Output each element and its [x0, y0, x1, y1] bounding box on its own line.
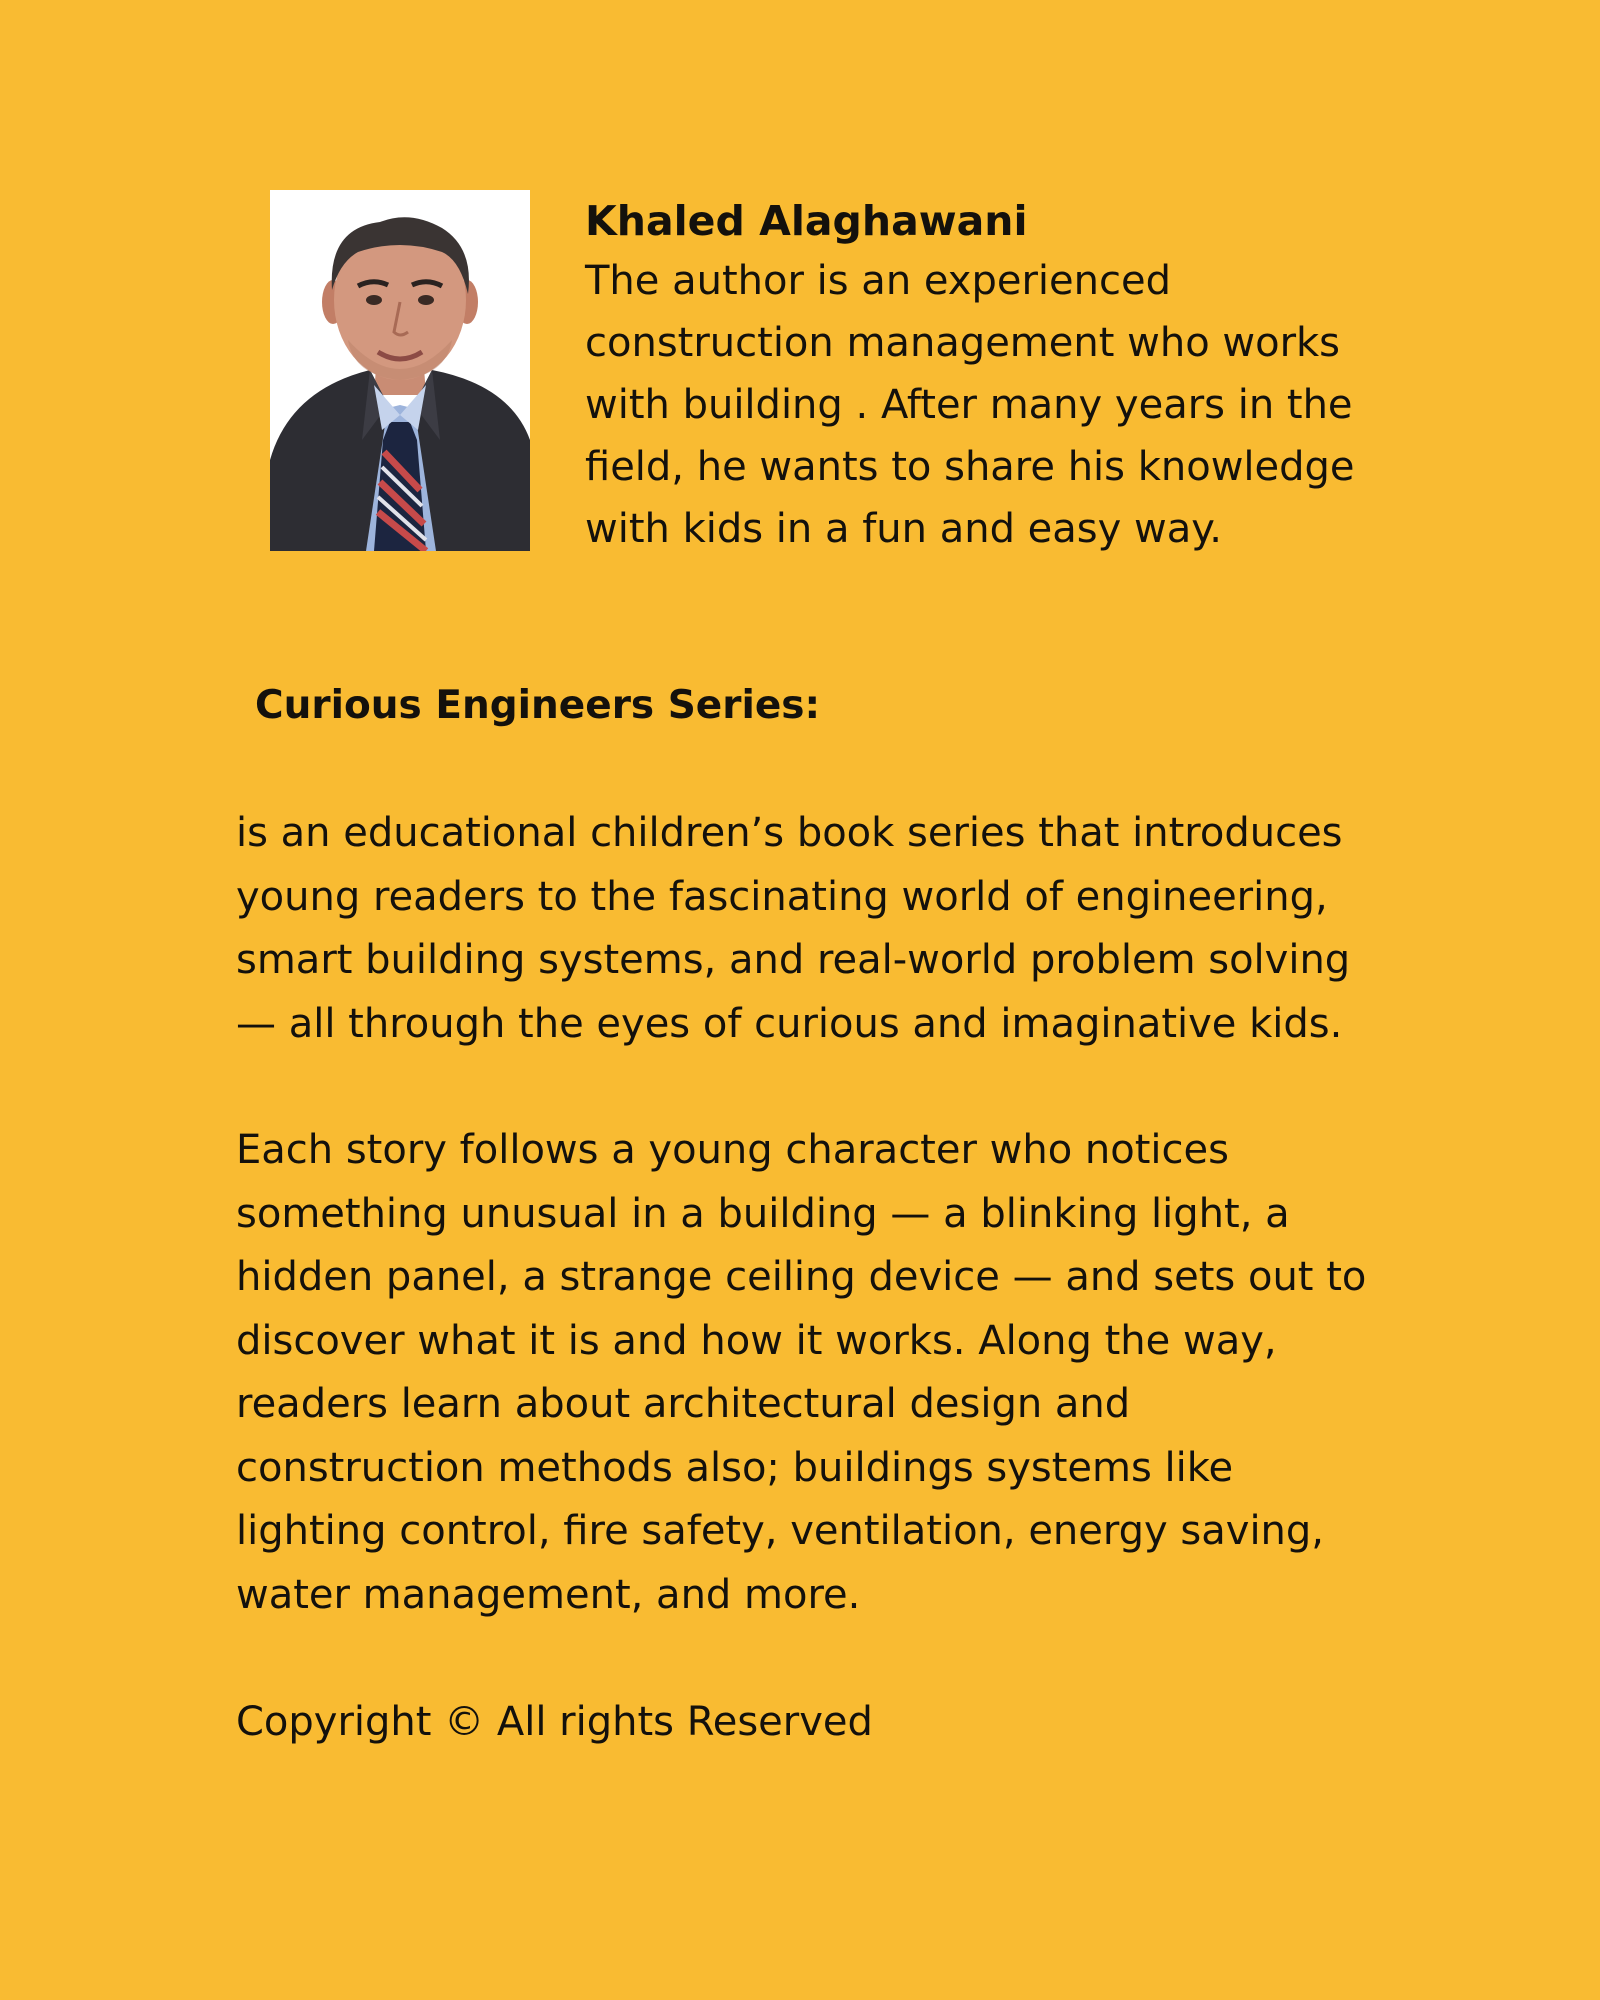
author-bio-line: with building . After many years in the [585, 382, 1353, 428]
paragraph-line: construction methods also; buildings systems like [236, 1444, 1234, 1491]
series-intro-paragraph [236, 802, 1376, 1056]
author-bio-line: field, he wants to share his knowledge [585, 444, 1355, 490]
series-title: Curious Engineers Series: [255, 683, 821, 728]
paragraph-line: is an educational children’s book series that introduces [236, 810, 1343, 856]
paragraph-line: discover what it is and how it works. Along the way, [236, 1317, 1277, 1364]
paragraph-line: hidden panel, a strange ceiling device — and sets out to [236, 1254, 1367, 1300]
paragraph-line: smart building systems, and real-world problem solving [236, 937, 1351, 983]
author-name: Khaled Alaghawani [585, 197, 1028, 245]
paragraph-line: lighting control, fire safety, ventilation, energy saving, [236, 1508, 1325, 1554]
paragraph-line: Each story follows a young character who notices [236, 1127, 1229, 1173]
series-story-paragraph [236, 1119, 1376, 1627]
copyright-notice: Copyright © All rights Reserved [236, 1699, 873, 1745]
author-bio-line: with kids in a fun and easy way. [585, 506, 1222, 552]
author-bio-block [585, 192, 1365, 560]
author-bio-line: construction management who works [585, 320, 1341, 366]
paragraph-line: something unusual in a building — a blinking light, a [236, 1190, 1290, 1237]
paragraph-line: young readers to the fascinating world of engineering, [236, 873, 1328, 920]
paragraph-line: readers learn about architectural design and [236, 1381, 1131, 1427]
paragraph-line: water management, and more. [236, 1571, 861, 1618]
paragraph-line: — all through the eyes of curious and imaginative kids. [236, 1000, 1343, 1047]
author-bio [585, 250, 1365, 560]
author-portrait-icon [270, 190, 530, 551]
author-bio-line: The author is an experienced [585, 258, 1171, 304]
author-photo [270, 190, 530, 551]
